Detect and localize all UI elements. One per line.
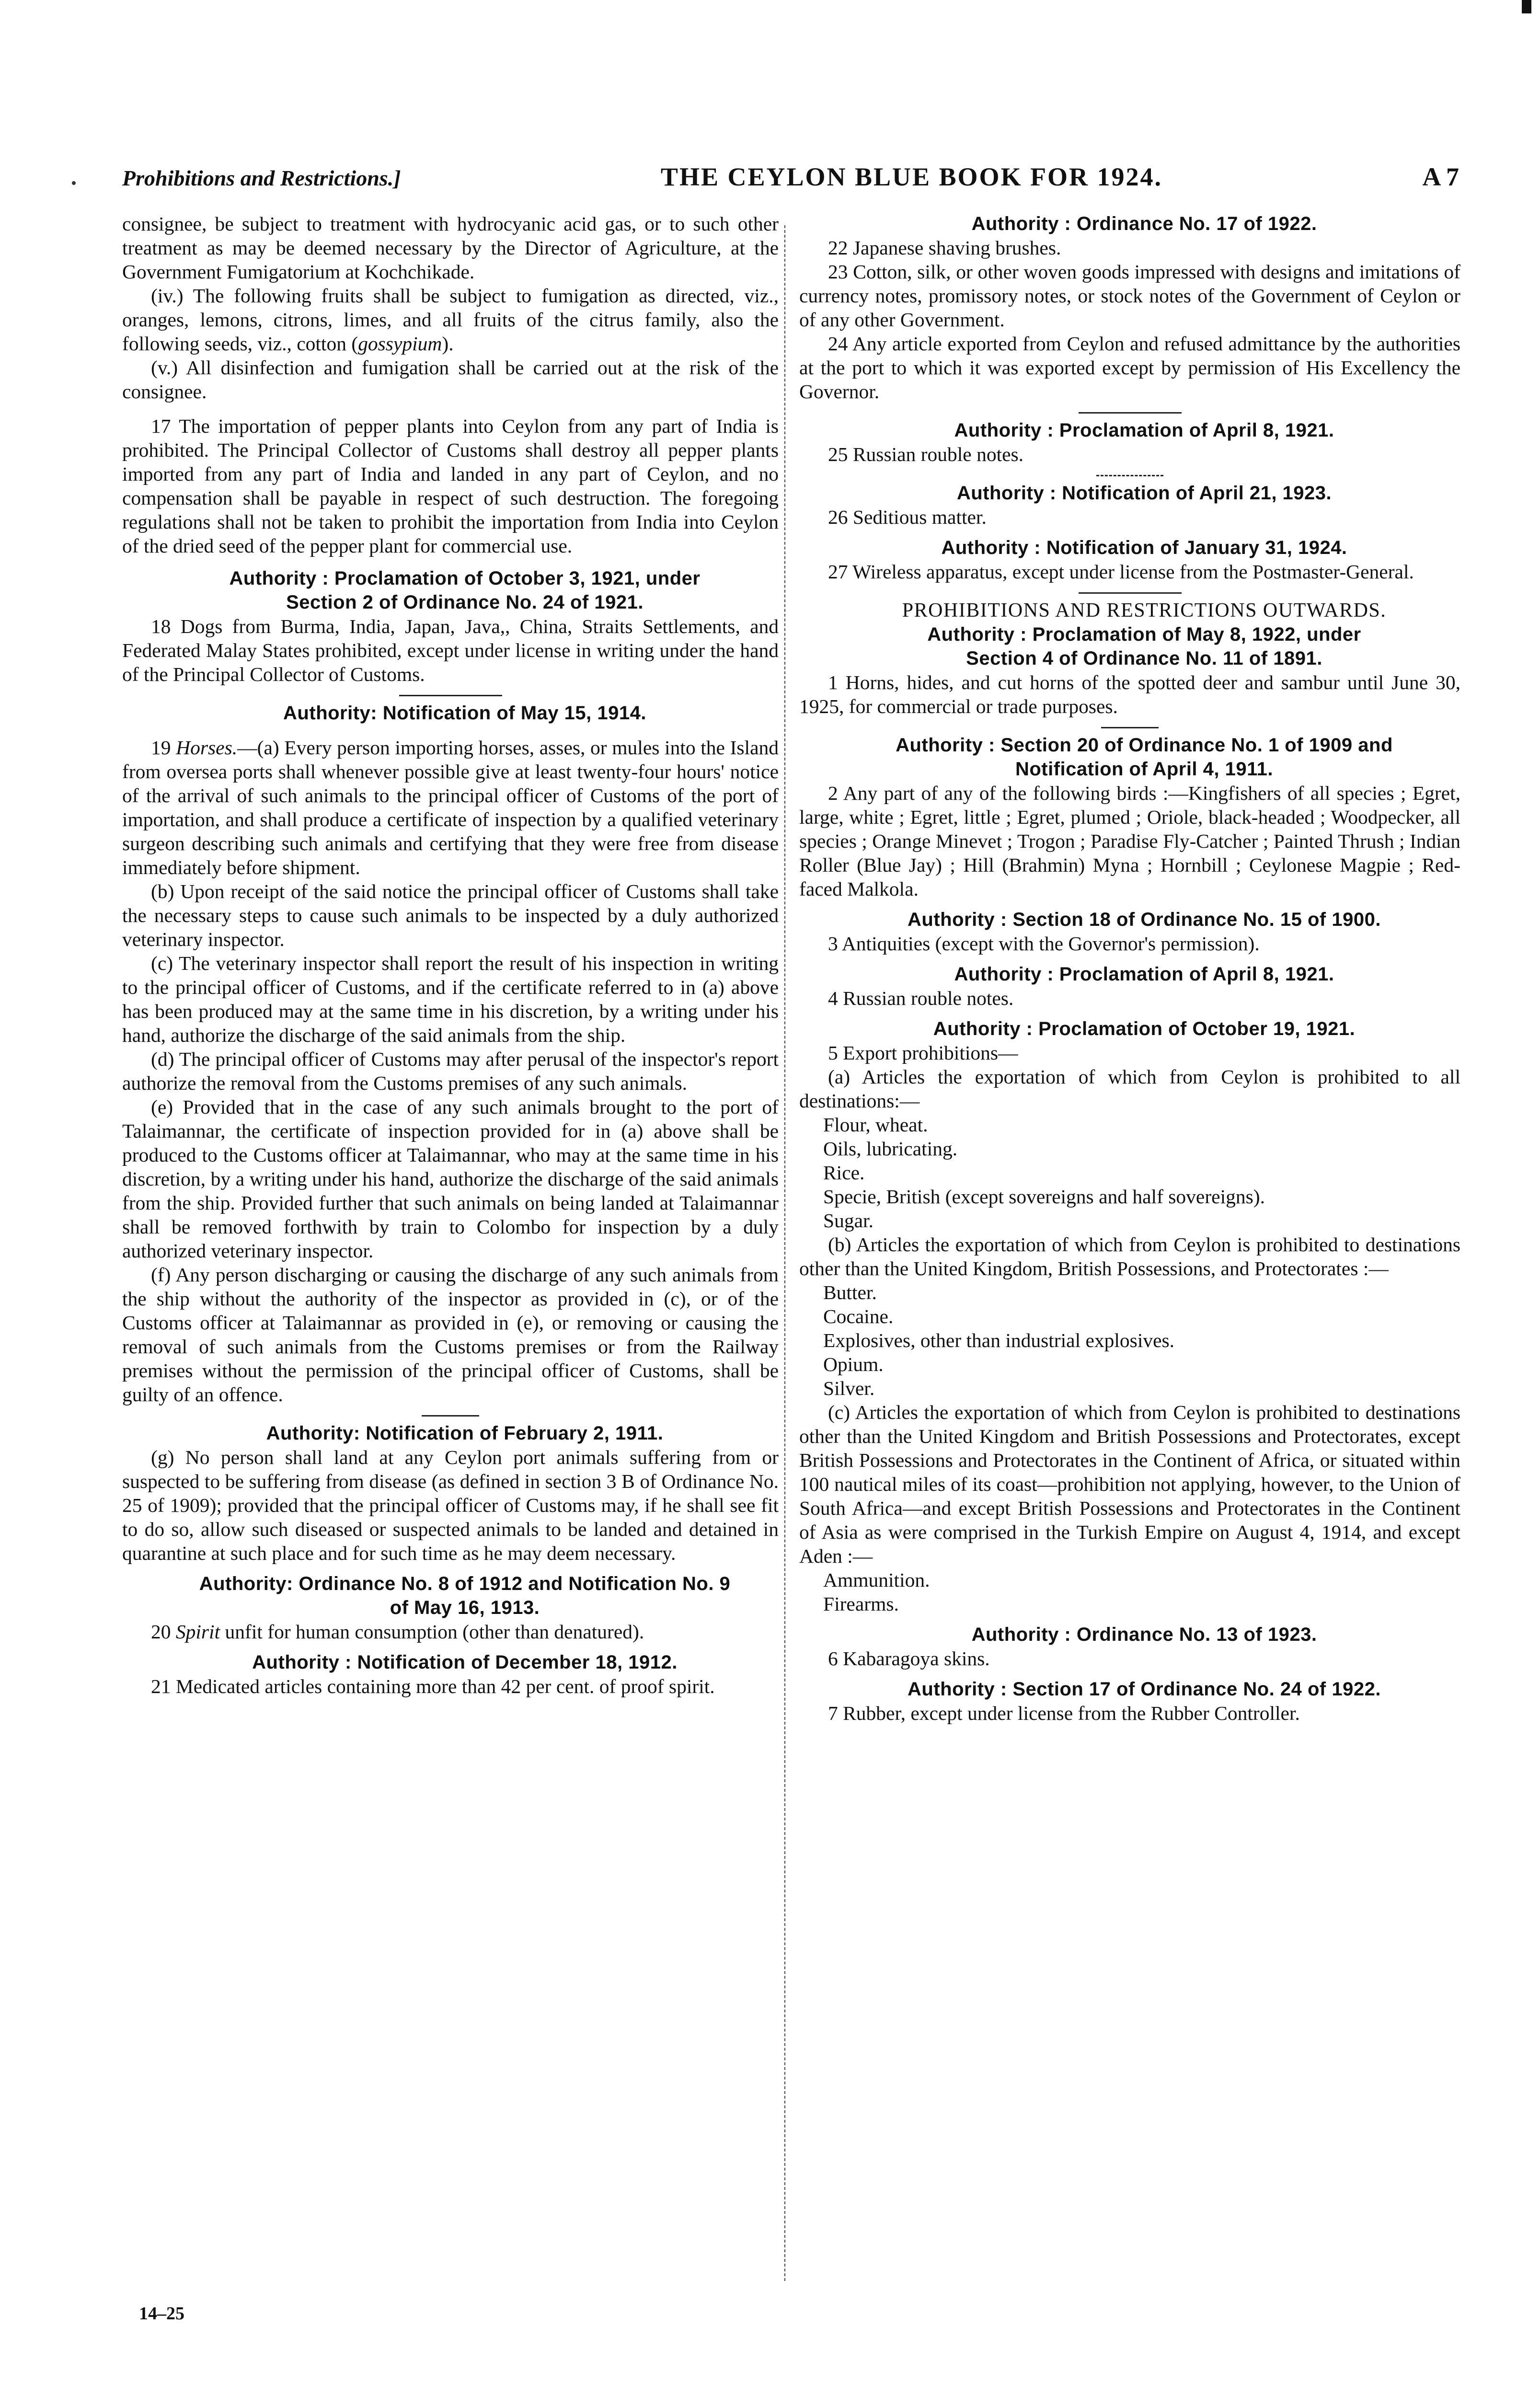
list-item: Rice. — [823, 1162, 865, 1184]
list-item: Explosives, other than industrial explosives. — [823, 1329, 1175, 1351]
paragraph: (d) The principal officer of Customs may after perusal of the inspector's report authorize the removal from the Customs premises of any such animals. — [122, 1048, 779, 1094]
authority-heading: Authority: Notification of May 15, 1914. — [283, 703, 646, 724]
outwards-item-2: 2 Any part of any of the following birds :—Kingfishers of all species ; Egret, large, white ; Egret, little ; Egret, plumed ; Oriole, black-headed ; Woodpecker, all species ; Orange Minevet ; Trogon ; Paradise Fly-Catcher ; Painted Thrush ; Indian Roller (Blue Jay) ; Hill (Brahmin) Myna ; Hornbill ; Ceylonese Magpie ; Red-faced Malkola. — [799, 782, 1460, 900]
page-header — [122, 162, 1459, 196]
paragraph-17: 17 The importation of pepper plants into Ceylon from any part of India is prohibited. The Principal Collector of Customs shall destroy all pepper plants imported from any part of India and landed in any part of Ceylon, and no compensation shall be payable in respect of such destruction. The foregoing regulations shall not be taken to prohibit the importation from India into Ceylon of the dried seed of the pepper plant for commercial use. — [122, 415, 779, 557]
list-item: Ammunition. — [823, 1569, 930, 1591]
list-item: Cocaine. — [823, 1305, 894, 1327]
authority-heading: Authority : Notification of January 31, 1924. — [941, 537, 1347, 558]
authority-heading: Authority : Proclamation of April 8, 1921. — [954, 420, 1334, 441]
authority-heading: Authority : Proclamation of October 19, 1921. — [933, 1018, 1356, 1039]
authority-heading: Authority : Section 18 of Ordinance No. 15 of 1900. — [908, 909, 1381, 930]
list-item: Opium. — [823, 1353, 884, 1375]
paragraph: (b) Articles the exportation of which from Ceylon is prohibited to destinations other than the United Kingdom, British Possessions, and Protectorates :— — [799, 1233, 1460, 1279]
authority-heading: Authority : Notification of December 18, 1912. — [252, 1652, 678, 1673]
paragraph: (f) Any person discharging or causing the discharge of any such animals from the ship without the authority of the inspector as provided in (c), or of the Customs officer at Talaimannar as provided in (e), or removing or causing the removal of such animals from the Customs premises or from the Railway premises without the permission of the principal officer of Customs, shall be guilty of an offence. — [122, 1264, 779, 1405]
authority-heading: Authority : Proclamation of May 8, 1922, under — [927, 624, 1361, 645]
authority-heading: Authority : Proclamation of October 3, 1921, under — [229, 568, 701, 589]
page-number: A 7 — [1422, 162, 1459, 191]
paragraph-21: 21 Medicated articles containing more than 42 per cent. of proof spirit. — [151, 1675, 715, 1697]
authority-heading: Authority : Section 20 of Ordinance No. 1 of 1909 and — [896, 735, 1393, 756]
authority-heading: Authority : Ordinance No. 13 of 1923. — [971, 1624, 1317, 1645]
book-title: THE CEYLON BLUE BOOK FOR 1924. — [660, 162, 1163, 191]
separator — [1079, 592, 1182, 594]
list-item: Flour, wheat. — [823, 1114, 928, 1136]
authority-heading: Section 4 of Ordinance No. 11 of 1891. — [966, 648, 1322, 669]
paragraph-18: 18 Dogs from Burma, India, Japan, Java,, China, Straits Settlements, and Federated Malay States prohibited, except under license in writing under the hand of the Principal Collector of Customs. — [122, 615, 779, 685]
separator — [1101, 727, 1159, 728]
paragraph: (e) Provided that in the case of any such animals brought to the port of Talaimannar, the certificate of inspection provided for in (a) above shall be produced to the Customs officer at Talaimannar, who may at the same time in his discretion, by a writing under his hand, authorize the discharge of the said animals from the ship. Provided further that such animals on being landed at Talaimannar shall be removed forthwith by train to Colombo for inspection by a duly authorized veterinary inspector. — [122, 1096, 779, 1262]
paragraph-26: 26 Seditious matter. — [828, 506, 987, 528]
right-column — [799, 212, 1460, 1725]
paragraph: (c) Articles the exportation of which from Ceylon is prohibited to destinations other than the United Kingdom and British Possessions and Protectorates, except British Possessions and Protectorates in the Continent of Africa, or situated within 100 nautical miles of its coast—prohibition not applying, however, to the Union of South Africa—and except British Possessions and Protectorates in the Continent of Asia as were comprised in the Turkish Empire on August 4, 1914, and except Aden :— — [799, 1401, 1460, 1567]
list-item: Silver. — [823, 1377, 875, 1399]
authority-heading: Authority : Proclamation of April 8, 1921. — [954, 964, 1334, 985]
paragraph-23: 23 Cotton, silk, or other woven goods impressed with designs and imitations of currency notes, promissory notes, or stock notes of the Government of Ceylon or of any other Government. — [799, 261, 1460, 331]
authority-heading: Authority: Ordinance No. 8 of 1912 and Notification No. 9 — [199, 1573, 731, 1594]
section-title: Prohibitions and Restrictions.] — [122, 166, 401, 190]
separator — [1096, 475, 1163, 476]
authority-heading: Notification of April 4, 1911. — [1015, 759, 1274, 780]
outwards-heading: PROHIBITIONS AND RESTRICTIONS OUTWARDS. — [902, 599, 1387, 622]
paragraph-20: 20 Spirit unfit for human consumption (other than denatured). — [151, 1621, 644, 1643]
separator — [1079, 412, 1182, 414]
authority-heading: of May 16, 1913. — [390, 1597, 540, 1618]
authority-heading: Authority : Notification of April 21, 1923. — [956, 483, 1332, 504]
outwards-item-5: 5 Export prohibitions— — [828, 1042, 1018, 1064]
paragraph: (a) Articles the exportation of which from Ceylon is prohibited to all destinations:— — [799, 1066, 1460, 1112]
edge-mark — [1522, 0, 1531, 13]
paragraph-22: 22 Japanese shaving brushes. — [828, 237, 1061, 259]
paragraph: (iv.) The following fruits shall be subject to fumigation as directed, viz., oranges, lemons, citrons, limes, and all fruits of the citrus family, also the following seeds, viz., cotton (gossypium). — [122, 285, 779, 355]
paragraph-25: 25 Russian rouble notes. — [828, 443, 1024, 465]
list-item: Firearms. — [823, 1593, 899, 1615]
authority-heading: Authority : Section 17 of Ordinance No. 24 of 1922. — [908, 1679, 1381, 1700]
list-item: Butter. — [823, 1281, 877, 1303]
paragraph: (b) Upon receipt of the said notice the principal officer of Customs shall take the necessary steps to cause such animals to be inspected by a duly authorized veterinary inspector. — [122, 880, 779, 950]
printer-signature: 14–25 — [139, 2304, 184, 2324]
list-item: Sugar. — [823, 1210, 873, 1232]
paragraph-24: 24 Any article exported from Ceylon and refused admittance by the authorities at the port to which it was exported except by permission of His Excellency the Governor. — [799, 333, 1460, 403]
list-item: Oils, lubricating. — [823, 1138, 958, 1160]
outwards-item-1: 1 Horns, hides, and cut horns of the spotted deer and sambur until June 30, 1925, for commercial or trade purposes. — [799, 671, 1460, 717]
list-item: Specie, British (except sovereigns and half sovereigns). — [823, 1186, 1265, 1208]
outwards-item-7: 7 Rubber, except under license from the Rubber Controller. — [828, 1702, 1300, 1724]
left-column — [122, 212, 779, 1698]
outwards-item-4: 4 Russian rouble notes. — [828, 987, 1014, 1009]
paragraph: (c) The veterinary inspector shall report the result of his inspection in writing to the principal officer of Customs, and if the certificate referred to in (a) above has been produced may at the same time in his discretion, by a writing under his hand, authorize the discharge of the said animals from the ship. — [122, 952, 779, 1046]
authority-heading: Authority: Notification of February 2, 1911. — [266, 1423, 664, 1444]
column-divider — [784, 225, 785, 2281]
paragraph-27: 27 Wireless apparatus, except under license from the Postmaster-General. — [828, 561, 1414, 583]
outwards-item-6: 6 Kabaragoya skins. — [828, 1647, 990, 1670]
paragraph: consignee, be subject to treatment with hydrocyanic acid gas, or to such other treatment as may be deemed necessary by the Director of Agriculture, at the Government Fumigatorium at Kochchikade. — [122, 213, 779, 283]
margin-dot — [72, 181, 76, 185]
paragraph: (g) No person shall land at any Ceylon port animals suffering from or suspected to be suffering from disease (as defined in section 3 B of Ordinance No. 25 of 1909); provided that the principal officer of Customs may, if he shall see fit to do so, allow such diseased or suspected animals to be landed and detained in quarantine at such place and for such time as he may deem necessary. — [122, 1446, 779, 1564]
separator — [399, 695, 502, 696]
authority-heading: Authority : Ordinance No. 17 of 1922. — [971, 213, 1317, 234]
paragraph: (v.) All disinfection and fumigation shall be carried out at the risk of the consignee. — [122, 357, 779, 403]
separator — [422, 1415, 479, 1417]
authority-heading: Section 2 of Ordinance No. 24 of 1921. — [286, 592, 644, 613]
paragraph-19: 19 Horses.—(a) Every person importing horses, asses, or mules into the Island from oversea ports shall whenever possible give at least twenty-four hours' notice of the arrival of such animals to the principal officer of Customs of the port of importation, and shall produce a certificate of inspection by a qualified veterinary surgeon describing such animals and certifying that they were free from disease immediately before shipment. — [122, 737, 779, 878]
outwards-item-3: 3 Antiquities (except with the Governor's permission). — [828, 933, 1260, 955]
